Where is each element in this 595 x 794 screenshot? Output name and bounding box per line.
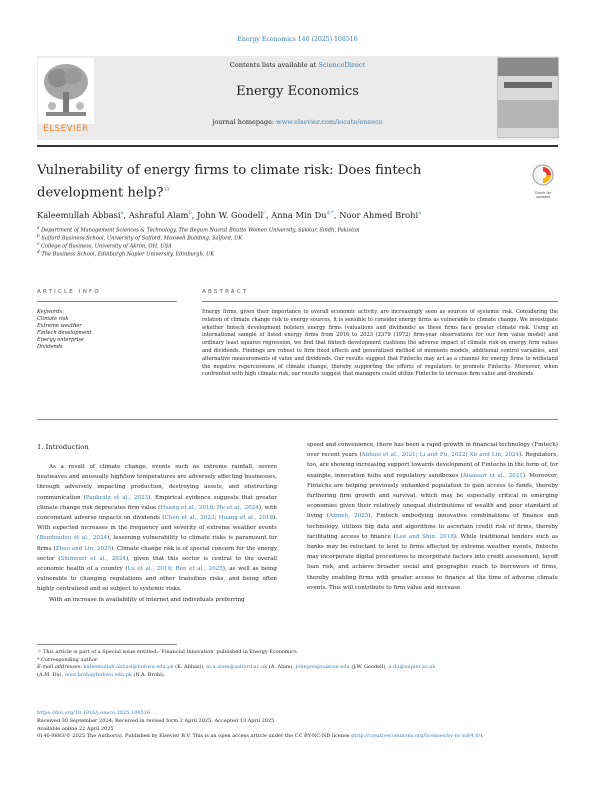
footnote-emails (37, 664, 558, 672)
article-title (37, 162, 467, 202)
text-run: ). Fintech embodying innovative combinations of finance and technology, utilizes big data and algorithms to ascertain credit risk of firms, thereby facilitating access to finance ( (307, 513, 559, 540)
text-run: ; (465, 452, 470, 459)
keyword: Climate risk (37, 316, 69, 322)
citation-link[interactable]: Xu and Lin, 2024 (469, 452, 520, 459)
text-run: ). Moreover, Fintechs are helping previously unbanked population to gain access to funds, thereby furthering firm growth and survival, which may be especially critical in emerging economies given their relatively unequal distributions of wealth and poor standard of living ( (307, 472, 558, 520)
text-run: As a result of climate change, events such as extreme rainfall, severe heatwaves and unusually high/low temperatures are adversely affecting businesses, through adversely impacting production, destroying assets, and obstructing communication ( (37, 464, 277, 501)
body-column-right (307, 440, 558, 593)
text-run: ; (415, 452, 420, 459)
article-meta (37, 710, 558, 741)
author-affiliation-mark[interactable]: b (188, 210, 192, 217)
citation-link[interactable]: noor.brohi@bnbwu.edu.pk (64, 671, 132, 678)
journal-cover-thumbnail[interactable] (497, 57, 559, 138)
abstract-heading: ABSTRACT (202, 289, 249, 295)
license-link[interactable]: http://creativecommons.org/licenses/by-nc-nd/4.0/ (353, 733, 481, 740)
author-list: Kaleemullah Abbasi$^a$, Ashraful Alam$^b$, John W. Goodell$^c$, Anna Min $Du^{d,*}$, Noor Ahmed Brohi$^a$ (37, 210, 422, 220)
paragraph (307, 440, 558, 593)
author-affiliation-mark[interactable]: d,* (326, 210, 334, 217)
text-run: ). With expected increases in the frequency and severity of extreme weather events ( (37, 515, 277, 542)
text-run: ; (214, 515, 219, 522)
footnote-corresponding: * Corresponding author. (37, 656, 99, 663)
citation-link[interactable]: kaleemullah.abbasi@bnbwu.edu.pk (83, 664, 174, 671)
homepage-link[interactable]: www.elsevier.com/locate/eneeco (276, 118, 383, 126)
sciencedirect-link[interactable]: ScienceDirect (318, 61, 366, 69)
author-affiliation-mark[interactable]: a (418, 210, 422, 217)
citation-link[interactable]: Huang et al., 2018 (218, 515, 274, 522)
citation-link[interactable]: johngoo@uakron.edu (295, 664, 350, 671)
affiliation: $^d$ The Business School, Edinburgh Napier University, Edinburgh, UK (37, 250, 215, 258)
body-column-left (37, 462, 277, 605)
text-run: ), lessening vulnerability to climate risks is paramount for firms ( (37, 535, 278, 552)
citation-link[interactable]: He et al., 2024 (216, 504, 259, 511)
citation-link[interactable]: m.a.alam@salford.ac.uk (206, 664, 268, 671)
abstract-rule (202, 301, 558, 302)
keyword: Fintech development (37, 330, 92, 336)
affiliation: $^a$ Department of Management Sciences & Technology, The Begum Nusrat Bhutto Women University, Sukkur, Sindh, Pakistan (37, 226, 360, 234)
received-dates: Received 30 September 2024; Received in revised form 2 April 2025; Accepted 13 April 2025 (37, 717, 275, 724)
keyword: Energy enterprise (37, 337, 84, 343)
citation-link[interactable]: Chen et al., 2023 (164, 515, 215, 522)
paragraph (37, 462, 277, 595)
article-info-rule (37, 301, 177, 302)
text-run: ), as well as being vulnerable to changing regulations and other transition risks, and being often highly centralized and so subject to systemic risks. (37, 566, 277, 593)
doi-link[interactable]: https://doi.org/10.1016/j.eneco.2025.108516 (37, 710, 151, 716)
copyright-line: 0140-9883/© 2025 The Author(s). Published by Elsevier B.V. This is an open access article under the CC BY-NC-ND license (http://creativecommons.org/licenses/by-nc-nd/4.0/). (37, 733, 484, 740)
contents-prefix: Contents lists available at (229, 61, 319, 69)
author-affiliation-mark[interactable]: c (263, 210, 266, 217)
citation-link[interactable]: Zhao and Lin, 2025 (55, 545, 112, 552)
author-name[interactable]: Anna Min Du (271, 210, 327, 220)
text-run: (A. Alam), (267, 664, 296, 671)
footnote-emails-cont (37, 672, 558, 680)
title-footnote-mark[interactable]: ☆ (163, 184, 171, 193)
abstract-text: Energy firms, given their importance to overall economic activity, are increasingly seen as sources of systemic risk. Considering the relation of climate change risk to energy sources, it is sensible to consider energy firms as vulnerable to climate change. We investigate whether fintech development bolsters energy firms (valuations and dividends) as these firms face greater climate risk. Using an international sample of listed energy firms from 2016 to 2023 (2379 (1972) firm-year observations for our firm value model) and ordinary least squares regression, we find that fintech development cushions the adverse impact of climate risk on energy firm values and dividends. Findings are robust to firm fixed effects and generalized method of moments models, additional control variables, and alternative measurements of value and dividends. Our results suggest that Fintechs may act as a channel for energy firms to withstand the negative repercussions of climate change, thereby supporting the efforts of regulators to promote Fintechs. Moreover, when confronted with high climate risk, our results suggest that managers could utilize Fintechs to increase firm value and dividends. (202, 309, 558, 378)
journal-reference[interactable]: Energy Economics 146 (2025) 108516 (237, 36, 358, 43)
affiliation: $^b$ Salford Business School, University of Salford, Maxwell Building, Salford, UK (37, 234, 243, 242)
text-run: (N.A. Brohi). (131, 671, 166, 678)
author-affiliation-mark[interactable]: a (120, 210, 124, 217)
citation-link[interactable]: Shimouri et al., 2024 (60, 555, 126, 562)
citation-link[interactable]: Abbasi et al., 2021 (361, 452, 416, 459)
header-divider (37, 145, 558, 147)
text-run: ), given that this sector is central to the overall economic health of a country ( (37, 555, 277, 573)
text-run: ). While traditional lenders such as banks may be reluctant to lend to firms affected by extreme weather events, fintechs may incorporate digital procedures to incorporate factors into credit assessment, layoff loan risk, and achieve broader social and geographic reach to borrowers of firms, thereby enabling firms with greater access to finance at the time of adverse climate events. This will contribute to firm value and increase (307, 533, 558, 591)
citation-link[interactable]: Pankratz et al., 2023 (85, 494, 149, 501)
citation-link[interactable]: Li and Fu, 2022 (419, 452, 466, 459)
publisher-logo-text: ELSEVIER (43, 124, 89, 134)
paragraph: With an increase in availability of internet and individuals preferring (49, 596, 245, 603)
article-info-heading: ARTICLE INFO (37, 289, 101, 295)
abstract-bottom-rule (37, 419, 558, 420)
text-run: ; (171, 566, 176, 573)
citation-link[interactable]: Lee and Shin, 2018 (395, 533, 454, 540)
keywords-block (37, 309, 177, 351)
text-run: (K. Abbasi), (173, 664, 207, 671)
journal-title: Energy Economics (236, 84, 359, 99)
keyword: Dividends (37, 344, 63, 350)
text-run: ). Regulators, too, are showing increasing support towards development of Fintechs in the form of, for example, innovation hubs and regulatory sandboxes ( (307, 452, 558, 479)
check-for-updates-label: Check for updates (534, 191, 552, 199)
author-name[interactable]: Ashraful Alam (128, 210, 189, 220)
check-for-updates-icon[interactable] (531, 163, 555, 199)
text-run: ), with concomitant adverse impacts on dividends ( (37, 504, 278, 522)
article-title-text: Vulnerability of energy firms to climate risk: Does fintech development help? (37, 163, 422, 201)
citation-link[interactable]: a.du@napier.ac.uk (388, 664, 436, 671)
footnote-rule (37, 644, 177, 645)
citation-link[interactable]: Ren et al., 2025 (175, 566, 223, 573)
footnote-special-issue: ☆ This article is part of a Special issue entitled: ‘Financial Innovation’ published in Energy Economics. (37, 649, 299, 655)
text-run: (A.M. Du), (37, 671, 65, 678)
keyword: Extreme weather (37, 323, 82, 329)
keywords-label: Keywords: (37, 309, 65, 315)
citation-link[interactable]: Bendoudou et al., 2024 (39, 535, 108, 542)
citation-link[interactable]: Huang et al., 2018 (160, 504, 214, 511)
section-heading-introduction: 1. Introduction (37, 443, 89, 451)
email-label: E-mail addresses: (37, 664, 83, 671)
available-online: Available online 22 April 2025 (37, 725, 114, 732)
author-name[interactable]: John W. Goodell (196, 210, 264, 220)
footnotes (37, 649, 558, 679)
text-run: ). Climate change risk is of special concern for the energy sector ( (37, 545, 277, 562)
affiliation: $^c$ College of Business, University of Akron, OH, USA (37, 242, 172, 250)
citation-link[interactable]: Lu et al., 2019 (127, 566, 172, 573)
author-name[interactable]: Kaleemullah Abbasi (37, 210, 121, 220)
text-run: (J.W. Goodell), (349, 664, 389, 671)
author-name[interactable]: Noor Ahmed Brohi (339, 210, 419, 220)
citation-link[interactable]: Azmeh, 2025 (329, 513, 369, 520)
homepage-prefix: journal homepage: (212, 118, 277, 126)
text-run: speed and convenience, there has been a rapid growth in financial technology (Fintech) over recent years ( (307, 442, 558, 459)
text-run: ). Empirical evidence suggests that greater climate change risk deprecates firm value ( (37, 494, 277, 511)
citation-link[interactable]: Alaassar et al., 2021 (462, 472, 523, 479)
text-run: ; (213, 504, 217, 511)
